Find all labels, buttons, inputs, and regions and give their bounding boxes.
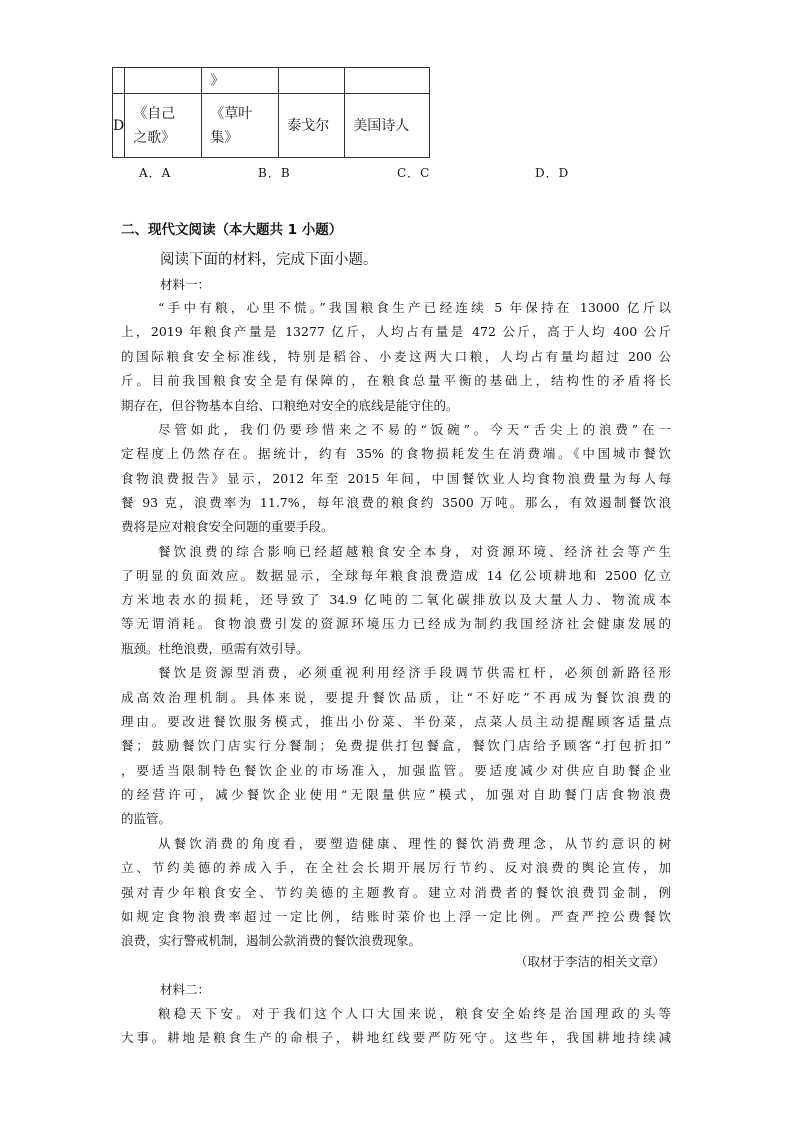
text-line: 斤。目前我国粮食安全是有保障的，在粮食总量平衡的基础上，结构性的矛盾将长 xyxy=(121,373,671,388)
text-line: 方米地表水的损耗，还导致了 34.9 亿吨的二氧化碳排放以及大量人力、物流成本 xyxy=(121,592,671,607)
choice-a: A．A xyxy=(139,166,172,180)
text-line: 等无谓消耗。食物浪费引发的资源环境压力已经成为制约我国经济社会健康发展的 xyxy=(121,616,671,631)
text-line: 尽管如此，我们仍要珍惜来之不易的“饭碗”。今天“舌尖上的浪费”在一 xyxy=(158,422,671,437)
work-title-cell xyxy=(125,94,202,158)
table-cell xyxy=(113,68,125,94)
work-title-line: 《草叶 xyxy=(210,105,253,122)
work-title-line: 《自己 xyxy=(133,105,176,122)
work-title-line: 之歌》 xyxy=(133,129,176,146)
reading-instruction: 阅读下面的材料，完成下面小题。 xyxy=(160,252,378,268)
material-label: 材料一： xyxy=(160,277,211,292)
table-cell xyxy=(279,68,345,94)
text-line: 成高效治理机制。具体来说，要提升餐饮品质，让“不好吃”不再成为餐饮浪费的 xyxy=(121,690,671,705)
text-line: ，要适当限制特色餐饮企业的市场准入，加强监管。要适度减少对供应自助餐企业 xyxy=(121,763,671,778)
table-cell: 》 xyxy=(202,68,279,94)
text-line: 如规定食物浪费率超过一定比例，结账时菜价也上浮一定比例。严查严控公费餐饮 xyxy=(121,909,671,924)
text-line: 期存在，但谷物基本自给、口粮绝对安全的底线是能守住的。 xyxy=(121,398,459,413)
work-title-cell xyxy=(202,94,279,158)
nationality-cell: 美国诗人 xyxy=(345,94,430,158)
options-table xyxy=(112,67,430,158)
text-line: 的经营许可，减少餐饮企业使用“无限量供应”模式，加强对自助餐门店食物浪费 xyxy=(121,787,671,802)
table-cell xyxy=(345,68,430,94)
table-cell xyxy=(125,68,202,94)
text-line: 餐饮浪费的综合影响已经超越粮食安全本身，对资源环境、经济社会等产生 xyxy=(158,544,671,559)
text-line: 理由。要改进餐饮服务模式，推出小份菜、半份菜，点菜人员主动提醒顾客适量点 xyxy=(121,714,671,729)
text-line: 强对青少年粮食安全、节约美德的主题教育。建立对消费者的餐饮浪费罚金制，例 xyxy=(121,885,671,900)
text-line: 定程度上仍然存在。据统计，约有 35% 的食物损耗发生在消费端。《中国城市餐饮 xyxy=(121,446,671,461)
text-line: 浪费，实行警戒机制，遏制公款消费的餐饮浪费现象。 xyxy=(121,933,422,948)
source-citation: （取材于李洁的相关文章） xyxy=(514,954,665,969)
table-row xyxy=(113,94,430,158)
text-line: 立、节约美德的养成入手，在全社会长期开展厉行节约、反对浪费的舆论宣传，加 xyxy=(121,860,671,875)
text-line: 食物浪费报告》显示，2012 年至 2015 年间，中国餐饮业人均食物浪费量为每人每 xyxy=(121,471,671,486)
text-line: 瓶颈。杜绝浪费，亟需有效引导。 xyxy=(121,641,309,656)
text-line: 大事。耕地是粮食生产的命根子，耕地红线要严防死守。这些年，我国耕地持续减 xyxy=(121,1030,671,1045)
text-line: 上，2019 年粮食产量是 13277 亿斤，人均占有量是 472 公斤，高于人均 400 公斤 xyxy=(121,324,671,339)
choice-d: D．D xyxy=(535,166,570,180)
choice-b: B．B xyxy=(258,166,291,180)
option-letter: D xyxy=(113,94,125,158)
text-line: 了明显的负面效应。数据显示，全球每年粮食浪费造成 14 亿公顷耕地和 2500 亿立 xyxy=(121,568,671,583)
choice-c: C．C xyxy=(397,166,431,180)
text-line: “手中有粮，心里不慌。”我国粮食生产已经连续 5 年保持在 13000 亿斤以 xyxy=(158,300,671,315)
text-line: 的国际粮食安全标准线，特别是稻谷、小麦这两大口粮，人均占有量均超过 200 公 xyxy=(121,349,671,364)
author-cell: 泰戈尔 xyxy=(279,94,345,158)
material-label: 材料二： xyxy=(160,982,211,997)
text-line: 粮稳天下安。对于我们这个人口大国来说，粮食安全始终是治国理政的头等 xyxy=(158,1006,671,1021)
text-line: 餐；鼓励餐饮门店实行分餐制；免费提供打包餐盒，餐饮门店给予顾客“打包折扣” xyxy=(121,738,671,753)
text-line: 的监管。 xyxy=(121,811,172,826)
text-line: 费将是应对粮食安全问题的重要手段。 xyxy=(121,519,334,534)
text-line: 餐饮是资源型消费，必须重视利用经济手段调节供需杠杆，必须创新路径形 xyxy=(158,665,671,680)
table-row xyxy=(113,68,430,94)
text-line: 从餐饮消费的角度看，要塑造健康、理性的餐饮消费理念，从节约意识的树 xyxy=(158,836,671,851)
text-line: 餐 93 克，浪费率为 11.7%，每年浪费的粮食约 3500 万吨。那么，有效遏制餐饮浪 xyxy=(121,495,671,510)
section-title: 二、现代文阅读（本大题共 1 小题） xyxy=(121,222,343,238)
work-title-line: 集》 xyxy=(210,129,239,146)
